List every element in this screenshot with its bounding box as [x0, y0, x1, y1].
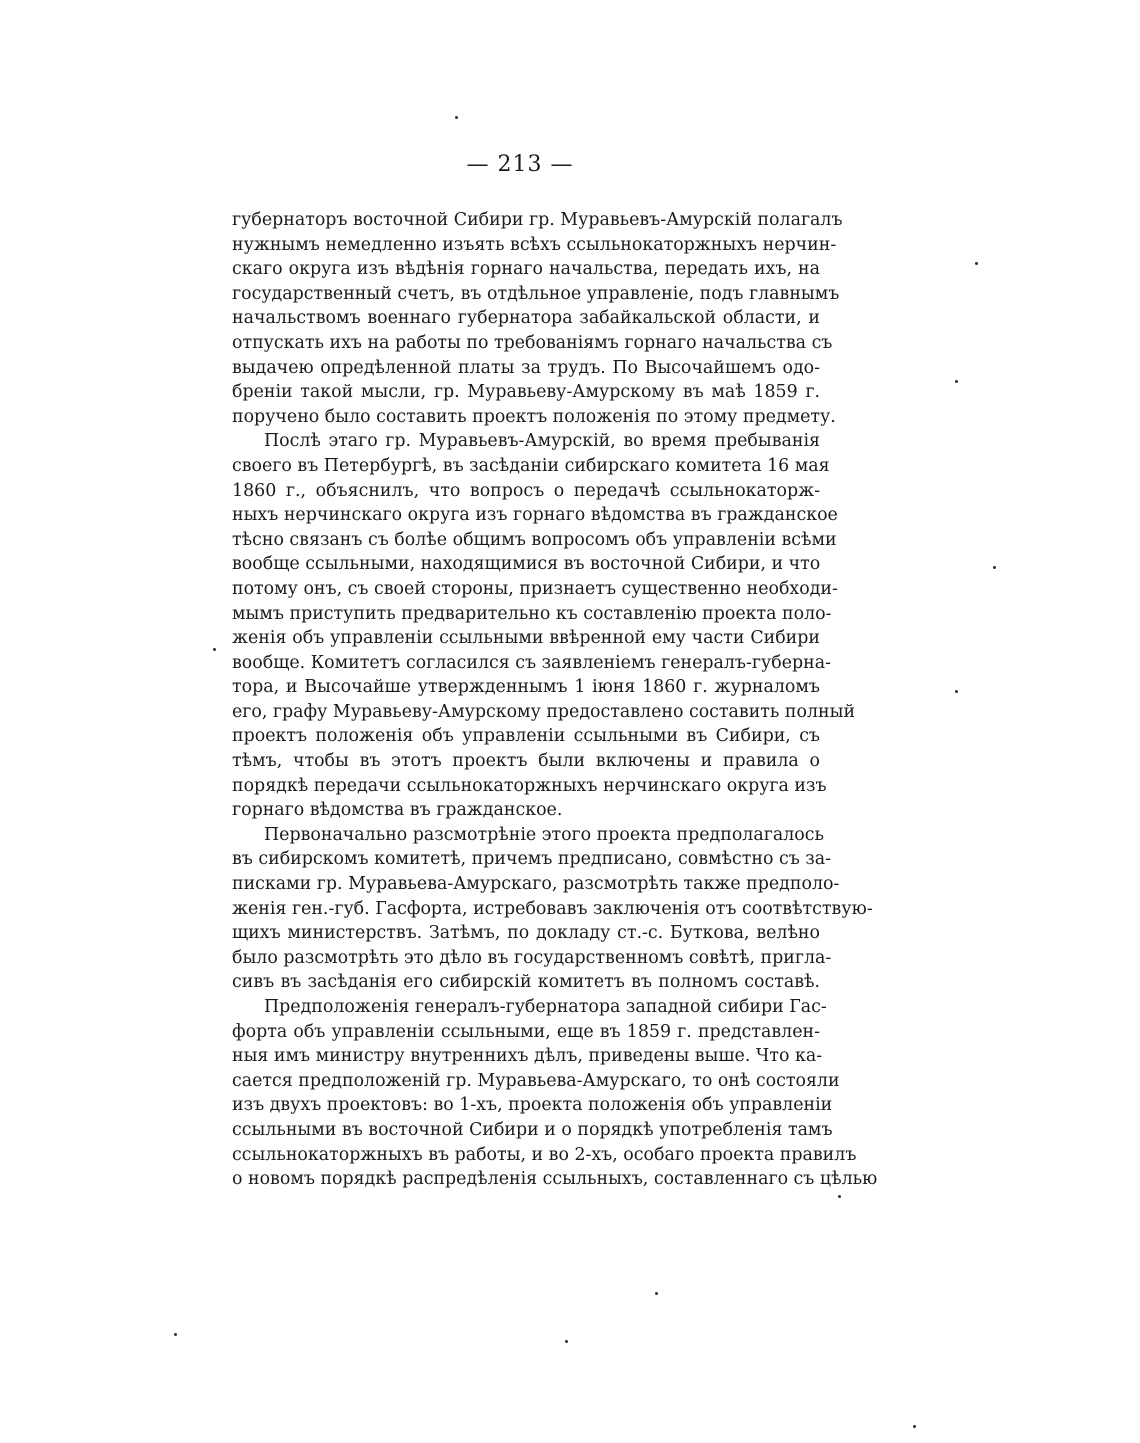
page-number: — 213 —: [466, 152, 574, 177]
scan-speck: [655, 1292, 658, 1295]
text-line: выдачею опредѣленной платы за трудъ. По Высочайшемъ одо-: [232, 357, 820, 378]
text-line: сается предположеній гр. Муравьева-Амурскаго, то онѣ состояли: [232, 1070, 840, 1091]
text-line: Предположенія генералъ-губернатора западной сибири Гас-: [264, 997, 827, 1017]
text-line: ссыльными въ восточной Сибири и о порядкѣ употребленія тамъ: [232, 1119, 833, 1140]
text-line: горнаго вѣдомства въ гражданское.: [232, 800, 563, 821]
text-line: начальствомъ военнаго губернатора забайкальской области, и: [232, 308, 820, 329]
text-line: писками гр. Муравьева-Амурскаго, разсмотрѣть также предполо-: [232, 874, 840, 895]
scan-speck: [174, 1333, 177, 1336]
text-line: въ сибирскомъ комитетѣ, причемъ предписано, совмѣстно съ за-: [232, 849, 832, 870]
text-line: ссыльнокаторжныхъ въ работы, и во 2-хъ, особаго проекта правилъ: [232, 1144, 857, 1165]
paragraph: [232, 208, 843, 429]
paragraph: [232, 823, 873, 995]
text-line: тѣмъ, чтобы въ этотъ проектъ были включены и правила о: [232, 751, 820, 772]
text-line: вообще ссыльными, находящимися въ восточной Сибири, и что: [232, 554, 821, 575]
text-line: Первоначально разсмотрѣніе этого проекта предполагалось: [264, 824, 824, 845]
scan-speck: [955, 690, 958, 693]
scan-speck: [955, 380, 958, 383]
text-line: Послѣ этаго гр. Муравьевъ-Амурскій, во время пребыванія: [264, 431, 820, 452]
text-line: нужнымъ немедленно изъять всѣхъ ссыльнокаторжныхъ нерчин-: [232, 234, 837, 255]
body-text: [232, 208, 878, 1192]
text-line: ныхъ нерчинскаго округа изъ горнаго вѣдомства въ гражданское: [232, 505, 838, 526]
text-line: 1860 г., объяснилъ, что вопросъ о передачѣ ссыльнокаторж-: [232, 480, 820, 501]
text-line: своего въ Петербургѣ, въ засѣданіи сибирскаго комитета 16 мая: [232, 455, 830, 476]
text-line: проектъ положенія объ управленіи ссыльными въ Сибири, съ: [232, 726, 820, 747]
text-line: женія ген.-губ. Гасфорта, истребовавъ заключенія отъ соотвѣтствую-: [232, 898, 873, 919]
text-line: о новомъ порядкѣ распредѣленія ссыльныхъ, составленнаго съ цѣлью: [232, 1169, 878, 1190]
text-line: тора, и Высочайше утвержденнымъ 1 іюня 1860 г. журналомъ: [232, 677, 820, 698]
scan-speck: [455, 116, 458, 119]
text-line: поручено было составить проектъ положенія по этому предмету.: [232, 406, 836, 427]
text-line: вообще. Комитетъ согласился съ заявленіемъ генералъ-губерна-: [232, 652, 831, 673]
scan-speck: [993, 566, 996, 569]
text-line: изъ двухъ проектовъ: во 1-хъ, проекта положенія объ управленіи: [232, 1095, 833, 1116]
scan-speck: [913, 1425, 916, 1428]
scan-speck: [838, 1195, 841, 1198]
paragraph: [232, 995, 878, 1192]
scan-speck: [975, 262, 978, 265]
text-line: форта объ управленіи ссыльными, еще въ 1859 г. представлен-: [232, 1021, 820, 1042]
text-line: мымъ приступить предварительно къ составленію проекта поло-: [232, 603, 832, 624]
text-line: его, графу Муравьеву-Амурскому предоставлено составить полный: [232, 701, 856, 722]
scan-speck: [565, 1340, 568, 1343]
text-line: сивъ въ засѣданія его сибирскій комитетъ въ полномъ составѣ.: [232, 972, 820, 993]
text-line: отпускать ихъ на работы по требованіямъ горнаго начальства съ: [232, 332, 833, 353]
text-line: губернаторъ восточной Сибири гр. Муравьевъ-Амурскій полагалъ: [232, 210, 843, 230]
text-line: щихъ министерствъ. Затѣмъ, по докладу ст.-с. Буткова, велѣно: [232, 923, 820, 944]
text-line: женія объ управленіи ссыльными ввѣренной ему части Сибири: [232, 628, 820, 649]
text-line: ныя имъ министру внутреннихъ дѣлъ, приведены выше. Что ка-: [232, 1046, 823, 1067]
text-line: государственный счетъ, въ отдѣльное управленіе, подъ главнымъ: [232, 283, 840, 304]
text-line: порядкѣ передачи ссыльнокаторжныхъ нерчинскаго округа изъ: [232, 775, 827, 796]
text-line: было разсмотрѣть это дѣло въ государственномъ совѣтѣ, пригла-: [232, 947, 832, 968]
text-line: тѣсно связанъ съ болѣе общимъ вопросомъ объ управленіи всѣми: [232, 529, 837, 550]
text-line: бреніи такой мысли, гр. Муравьеву-Амурскому въ маѣ 1859 г.: [232, 382, 820, 403]
text-line: скаго округа изъ вѣдѣнія горнаго начальства, передать ихъ, на: [232, 259, 820, 280]
text-line: потому онъ, съ своей стороны, признаетъ существенно необходи-: [232, 578, 838, 599]
scan-speck: [213, 648, 216, 651]
paragraph: [232, 429, 856, 823]
